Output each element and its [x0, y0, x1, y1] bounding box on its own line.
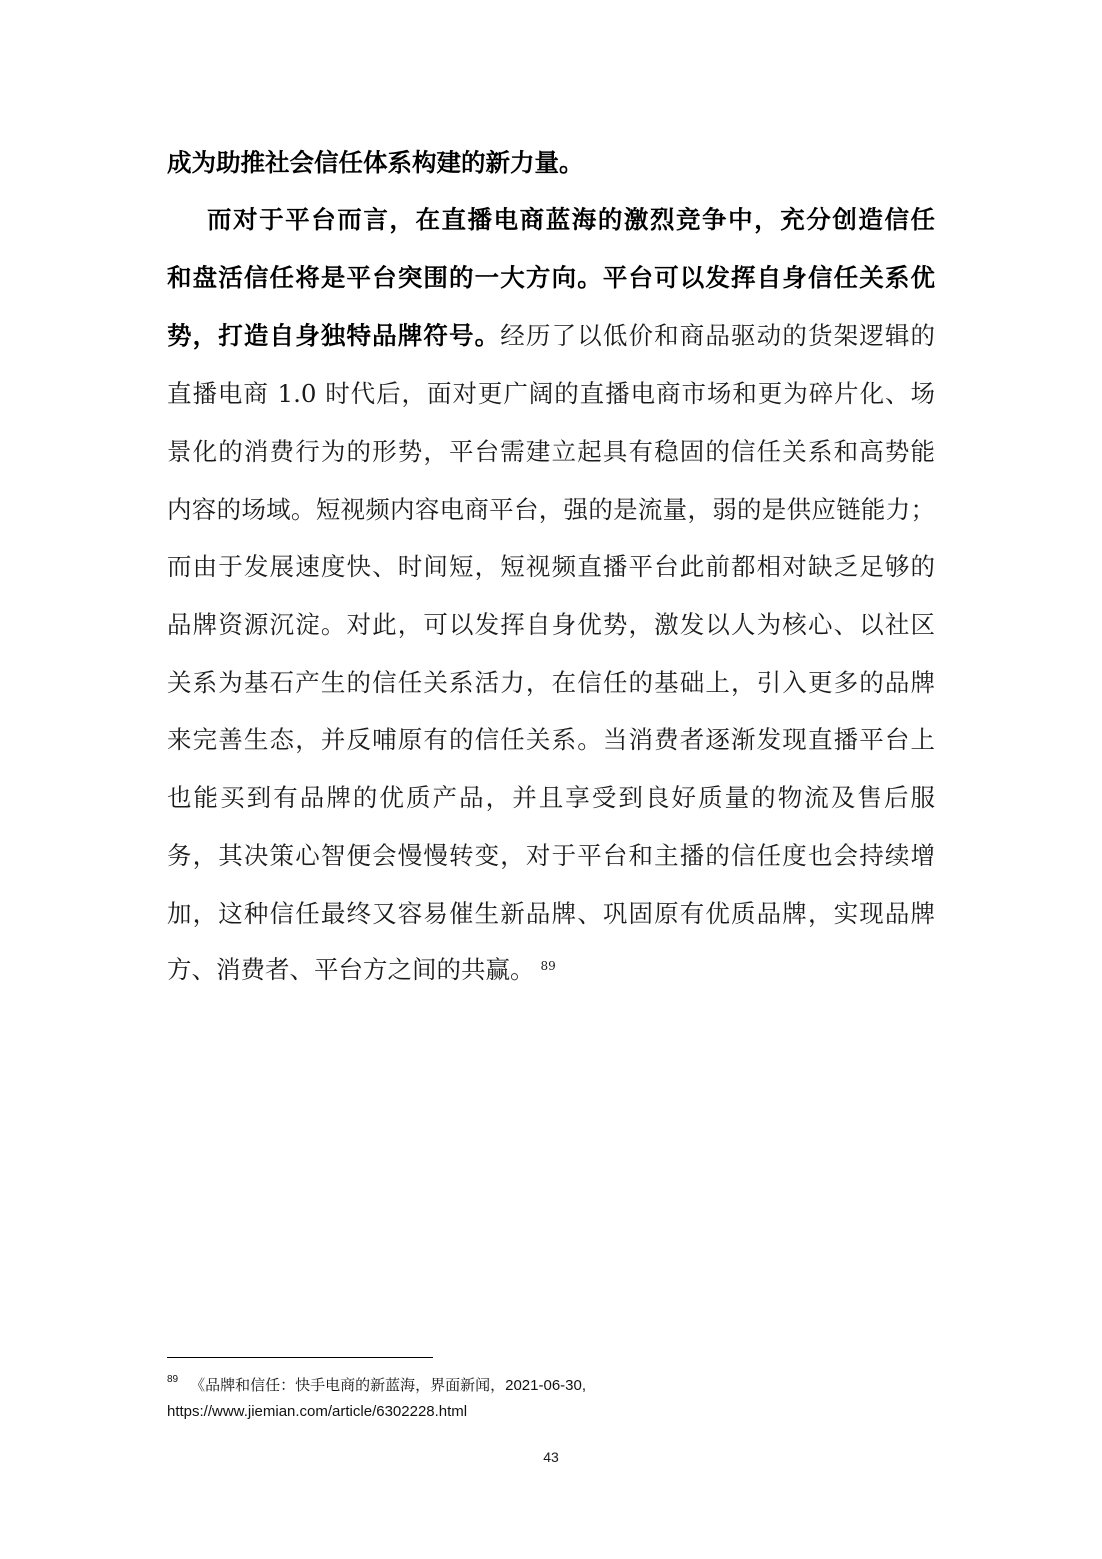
paragraph-line: 直播电商 1.0 时代后，面对更广阔的直播电商市场和更为碎片化、场 [167, 379, 935, 408]
footnote-number: 89 [167, 1374, 179, 1385]
footnote [167, 1374, 586, 1395]
paragraph-line: 内容的场域。短视频内容电商平台，强的是流量，弱的是供应链能力； [167, 495, 935, 524]
paragraph-line: 和盘活信任将是平台突围的一大方向。平台可以发挥自身信任关系优 [167, 263, 935, 292]
footnote-reference[interactable]: 89 [540, 959, 556, 973]
paragraph-line: 品牌资源沉淀。对此，可以发挥自身优势，激发以人为核心、以社区 [167, 610, 935, 639]
footnote-text: 《品牌和信任：快手电商的新蓝海，界面新闻，2021-06-30, [190, 1377, 587, 1394]
paragraph-line: 景化的消费行为的形势，平台需建立起具有稳固的信任关系和高势能 [167, 437, 935, 466]
paragraph-line: 关系为基石产生的信任关系活力，在信任的基础上，引入更多的品牌 [167, 668, 935, 697]
footnote-url[interactable]: https://www.jiemian.com/article/6302228.html [167, 1403, 468, 1420]
paragraph-line: 成为助推社会信任体系构建的新力量。 [167, 148, 584, 177]
paragraph-line: 也能买到有品牌的优质产品，并且享受到良好质量的物流及售后服 [167, 783, 935, 812]
last-line-text: 方、消费者、平台方之间的共赢。 [167, 955, 535, 984]
paragraph-line: 加，这种信任最终又容易催生新品牌、巩固原有优质品牌，实现品牌 [167, 899, 935, 928]
paragraph-line: 务，其决策心智便会慢慢转变，对于平台和主播的信任度也会持续增 [167, 841, 935, 870]
footnote-divider [167, 1357, 433, 1358]
paragraph-line: 而由于发展速度快、时间短，短视频直播平台此前都相对缺乏足够的 [167, 552, 935, 581]
paragraph-line [167, 950, 935, 990]
paragraph-line: 而对于平台而言，在直播电商蓝海的激烈竞争中，充分创造信任 [207, 205, 935, 234]
paragraph-line [167, 316, 935, 356]
paragraph-line: 来完善生态，并反哺原有的信任关系。当消费者逐渐发现直播平台上 [167, 725, 935, 754]
bold-segment: 势，打造自身独特品牌符号。 [167, 321, 501, 350]
page-number: 43 [543, 1449, 559, 1465]
normal-segment: 经历了以低价和商品驱动的货架逻辑的 [500, 321, 936, 350]
